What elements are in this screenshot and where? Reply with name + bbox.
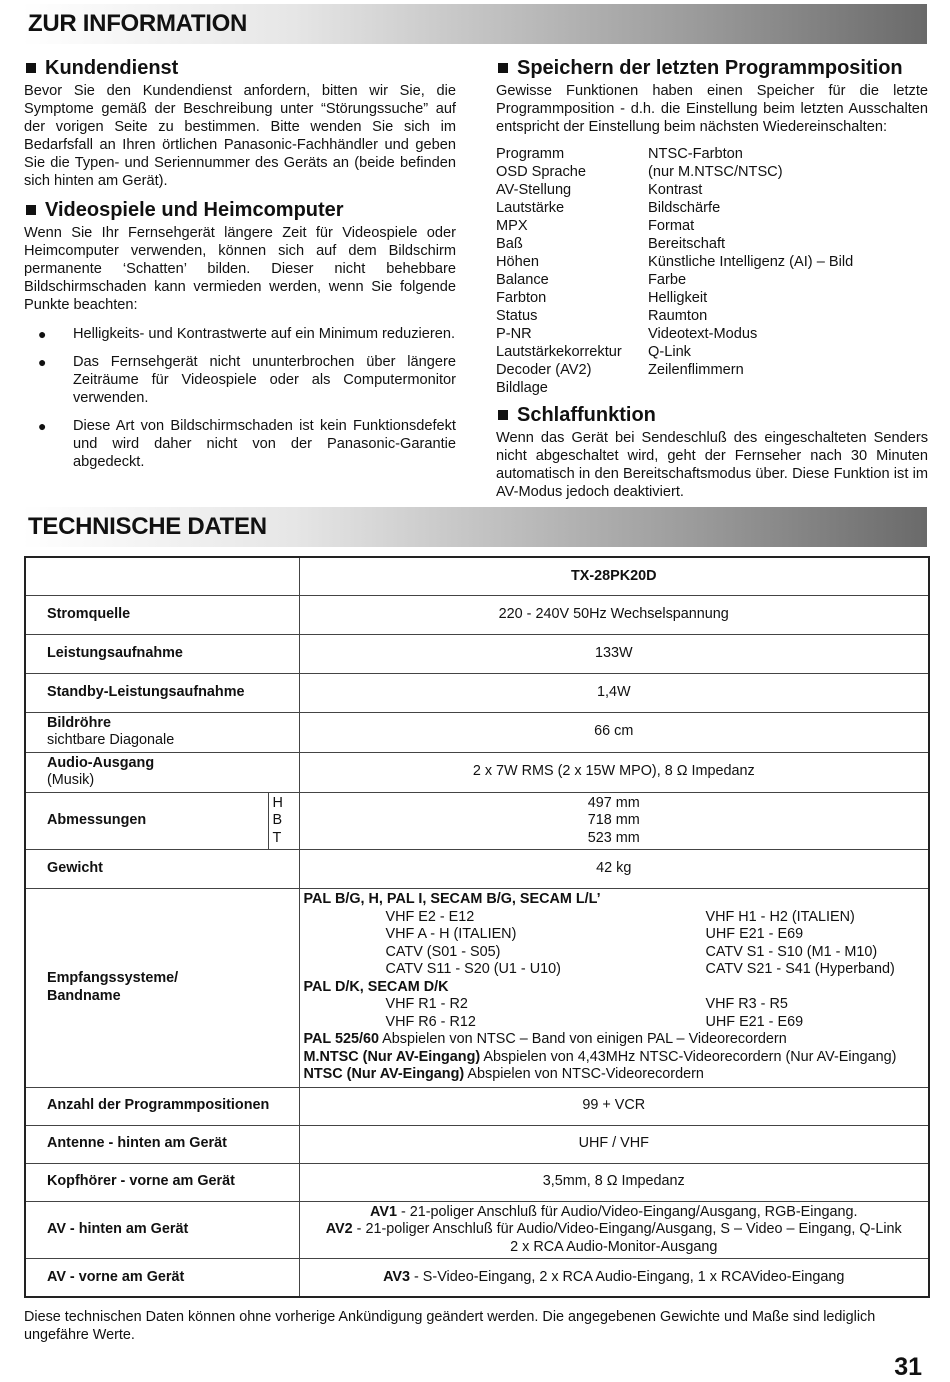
bullet-dot-icon: ● bbox=[38, 418, 47, 434]
list-item: Decoder (AV2) bbox=[496, 362, 592, 378]
spec-value: 133W bbox=[299, 634, 929, 673]
programm-list-left bbox=[496, 145, 648, 397]
spec-value: 3,5mm, 8 Ω Impedanz bbox=[299, 1163, 929, 1201]
spec-label: Stromquelle bbox=[25, 595, 299, 634]
list-item: Status bbox=[496, 308, 538, 324]
section-title: TECHNISCHE DATEN bbox=[28, 513, 267, 540]
square-bullet-icon bbox=[26, 63, 36, 73]
list-item: Kontrast bbox=[648, 182, 703, 198]
table-row bbox=[25, 595, 929, 634]
list-item: Helligkeit bbox=[648, 290, 708, 306]
table-row bbox=[25, 557, 929, 595]
list-item: Zeilenflimmern bbox=[648, 362, 744, 378]
kundendienst-text: Bevor Sie den Kundendienst anfordern, bitten wir Sie, die Symptome gemäß der Beschreibung unter “Störungssuche” auf der vorigen Seite zu bestimmen. Bitte wenden Sie sich im Bedarfsfall an Ihren örtlichen Panasonic-Fachhändler und geben Sie die Typen- und Seriennummer des Geräts an (beide befinden sich hinten am Gerät). bbox=[24, 83, 456, 189]
bullet-dot-icon: ● bbox=[38, 326, 47, 342]
list-item: Q-Link bbox=[648, 344, 691, 360]
spec-value: 99 + VCR bbox=[299, 1087, 929, 1125]
programm-list-right bbox=[648, 145, 928, 397]
spec-label: Kopfhörer - vorne am Gerät bbox=[25, 1163, 299, 1201]
schlaf-heading: Schlaffunktion bbox=[496, 403, 928, 427]
model-name: TX-28PK20D bbox=[299, 557, 929, 595]
table-row bbox=[25, 634, 929, 673]
list-item: Lautstärkekorrektur bbox=[496, 344, 622, 360]
footnote: Diese technischen Daten können ohne vorherige Ankündigung geändert werden. Die angegebenen Gewichte und Maße sind lediglich ungefähre Werte. bbox=[24, 1309, 876, 1343]
section-header-information bbox=[22, 4, 927, 44]
spec-label: Empfangssysteme/ Bandname bbox=[25, 889, 299, 1088]
spec-value: 66 cm bbox=[299, 712, 929, 752]
table-row bbox=[25, 1201, 929, 1259]
section-title: ZUR INFORMATION bbox=[28, 10, 248, 37]
table-cell bbox=[25, 557, 299, 595]
spec-label: Standby-Leistungsaufnahme bbox=[25, 673, 299, 712]
list-item: Bereitschaft bbox=[648, 236, 726, 252]
spec-label: Audio-Ausgang (Musik) bbox=[25, 752, 299, 792]
band-list: VHF E2 - E12 VHF H1 - H2 (ITALIEN) VHF A - H (ITALIEN) UHF E21 - E69 CATV (S01 - S05) CATV S1 - S10 (M1 - M10) CATV S11 - S20 (U1 - U10) CATV S21 - S41 (Hyperband) bbox=[385, 908, 895, 977]
list-item: Farbe bbox=[648, 272, 687, 288]
speichern-text: Gewisse Funktionen haben einen Speicher für die letzte Programmposition - d.h. die Einstellung beim letzten Ausschalten entspricht der Einstellung beim nächsten Wiedereinschalten: bbox=[496, 83, 928, 135]
spec-label: AV - vorne am Gerät bbox=[25, 1259, 299, 1297]
list-item: MPX bbox=[496, 218, 528, 234]
spec-table bbox=[24, 556, 930, 1298]
list-item: Farbton bbox=[496, 290, 547, 306]
videospiele-heading: Videospiele und Heimcomputer bbox=[24, 198, 456, 222]
table-row bbox=[25, 889, 929, 1088]
list-item: (nur M.NTSC/NTSC) bbox=[648, 164, 783, 180]
list-item: Baß bbox=[496, 236, 523, 252]
spec-label: AV - hinten am Gerät bbox=[25, 1201, 299, 1259]
reception-systems: PAL B/G, H, PAL I, SECAM B/G, SECAM L/L’ VHF E2 - E12 VHF H1 - H2 (ITALIEN) VHF A - H (ITALIEN) UHF E21 - E69 CATV (S01 - S05) CATV S1 - S10 (M1 - M10) CATV S11 - S20 (U1 - U10) CATV S21 - S41 (Hyperband) PAL D/K, SECAM D/K VHF R1 - R2 VHF R3 - R5 VHF R6 - R12 UHF E21 - E69 PAL 525/60 Abspielen von NTSC – Band von einigen PAL – Videorecordern M.NTSC (Nur AV-Eingang) Abspielen von 4,43MHz NTSC-Videorecordern (Nur AV-Eingang) NTSC (Nur AV-Eingang) Abspielen von NTSC-Videorecordern bbox=[299, 889, 929, 1088]
spec-label: Bildröhre sichtbare Diagonale bbox=[25, 712, 299, 752]
spec-value: 497 mm 718 mm 523 mm bbox=[299, 792, 929, 850]
list-item: ● Das Fernsehgerät nicht ununterbrochen über längere Zeiträume für Videospiele oder als Computermonitor verwenden. bbox=[38, 354, 456, 406]
table-row bbox=[25, 1163, 929, 1201]
spec-label: Abmessungen bbox=[25, 792, 268, 850]
list-item: Lautstärke bbox=[496, 200, 565, 216]
spec-value: AV3 - S-Video-Eingang, 2 x RCA Audio-Eingang, 1 x RCAVideo-Eingang bbox=[299, 1259, 929, 1297]
square-bullet-icon bbox=[498, 410, 508, 420]
spec-value: UHF / VHF bbox=[299, 1125, 929, 1163]
list-item: Videotext-Modus bbox=[648, 326, 758, 342]
page-number: 31 bbox=[894, 1353, 922, 1381]
list-item: Balance bbox=[496, 272, 549, 288]
list-item: AV-Stellung bbox=[496, 182, 572, 198]
schlaf-text: Wenn das Gerät bei Sendeschluß des eingeschalteten Senders nicht abgeschaltet wird, geht der Fernseher nach 30 Minuten automatisch in den Bereitschaftsmodus über. Diese Funktion ist im AV-Modus jedoch deaktiviert. bbox=[496, 430, 928, 500]
spec-value: AV1 - 21-poliger Anschluß für Audio/Video-Eingang/Ausgang, RGB-Eingang. AV2 - 21-poliger Anschluß für Audio/Video-Eingang/Ausgang, S – Video – Eingang, Q-Link 2 x RCA Audio-Monitor-Ausgang bbox=[299, 1201, 929, 1259]
table-row bbox=[25, 792, 929, 850]
spec-value: 220 - 240V 50Hz Wechselspannung bbox=[299, 595, 929, 634]
table-row bbox=[25, 1259, 929, 1297]
list-item: Höhen bbox=[496, 254, 540, 270]
list-item: Bildlage bbox=[496, 380, 548, 396]
programm-list bbox=[496, 145, 928, 397]
list-item: Künstliche Intelligenz (AI) – Bild bbox=[648, 254, 854, 270]
list-item: Format bbox=[648, 218, 695, 234]
spec-label: Antenne - hinten am Gerät bbox=[25, 1125, 299, 1163]
square-bullet-icon bbox=[498, 63, 508, 73]
spec-label: Gewicht bbox=[25, 850, 299, 889]
square-bullet-icon bbox=[26, 205, 36, 215]
table-row bbox=[25, 1125, 929, 1163]
table-row bbox=[25, 752, 929, 792]
spec-label: Leistungsaufnahme bbox=[25, 634, 299, 673]
spec-value: 42 kg bbox=[299, 850, 929, 889]
list-item: Raumton bbox=[648, 308, 708, 324]
list-item: OSD Sprache bbox=[496, 164, 587, 180]
list-item: NTSC-Farbton bbox=[648, 146, 743, 162]
left-column bbox=[24, 56, 456, 481]
list-item: ● Helligkeits- und Kontrastwerte auf ein Minimum reduzieren. bbox=[38, 326, 456, 342]
table-row bbox=[25, 673, 929, 712]
spec-value: 1,4W bbox=[299, 673, 929, 712]
list-item: P-NR bbox=[496, 326, 532, 342]
table-row bbox=[25, 1087, 929, 1125]
videospiele-text: Wenn Sie Ihr Fernsehgerät längere Zeit für Videospiele oder Heimcomputer verwenden, können sich auf dem Bildschirm permanente ‘Schatten’ bilden. Dieser nicht behebbare Bildschirmschaden kann vermieden werden, wenn Sie folgende Punkte beachten: bbox=[24, 225, 456, 313]
speichern-heading: Speichern der letzten Programmposition bbox=[496, 56, 928, 80]
list-item: Programm bbox=[496, 146, 565, 162]
list-item: ● Diese Art von Bildschirmschaden ist kein Funktionsdefekt und wird daher nicht von der Panasonic-Garantie abgedeckt. bbox=[38, 418, 456, 470]
kundendienst-heading: Kundendienst bbox=[24, 56, 456, 80]
table-row bbox=[25, 850, 929, 889]
spec-value: 2 x 7W RMS (2 x 15W MPO), 8 Ω Impedanz bbox=[299, 752, 929, 792]
dimension-keys: H B T bbox=[268, 792, 299, 850]
bullet-dot-icon: ● bbox=[38, 354, 47, 370]
right-column bbox=[496, 56, 928, 501]
spec-label: Anzahl der Programmpositionen bbox=[25, 1087, 299, 1125]
section-header-technische-daten bbox=[22, 507, 927, 547]
band-list: VHF R1 - R2 VHF R3 - R5 VHF R6 - R12 UHF E21 - E69 bbox=[385, 996, 804, 1030]
list-item: Bildschärfe bbox=[648, 200, 721, 216]
videospiele-bullets bbox=[24, 325, 456, 471]
table-row bbox=[25, 712, 929, 752]
